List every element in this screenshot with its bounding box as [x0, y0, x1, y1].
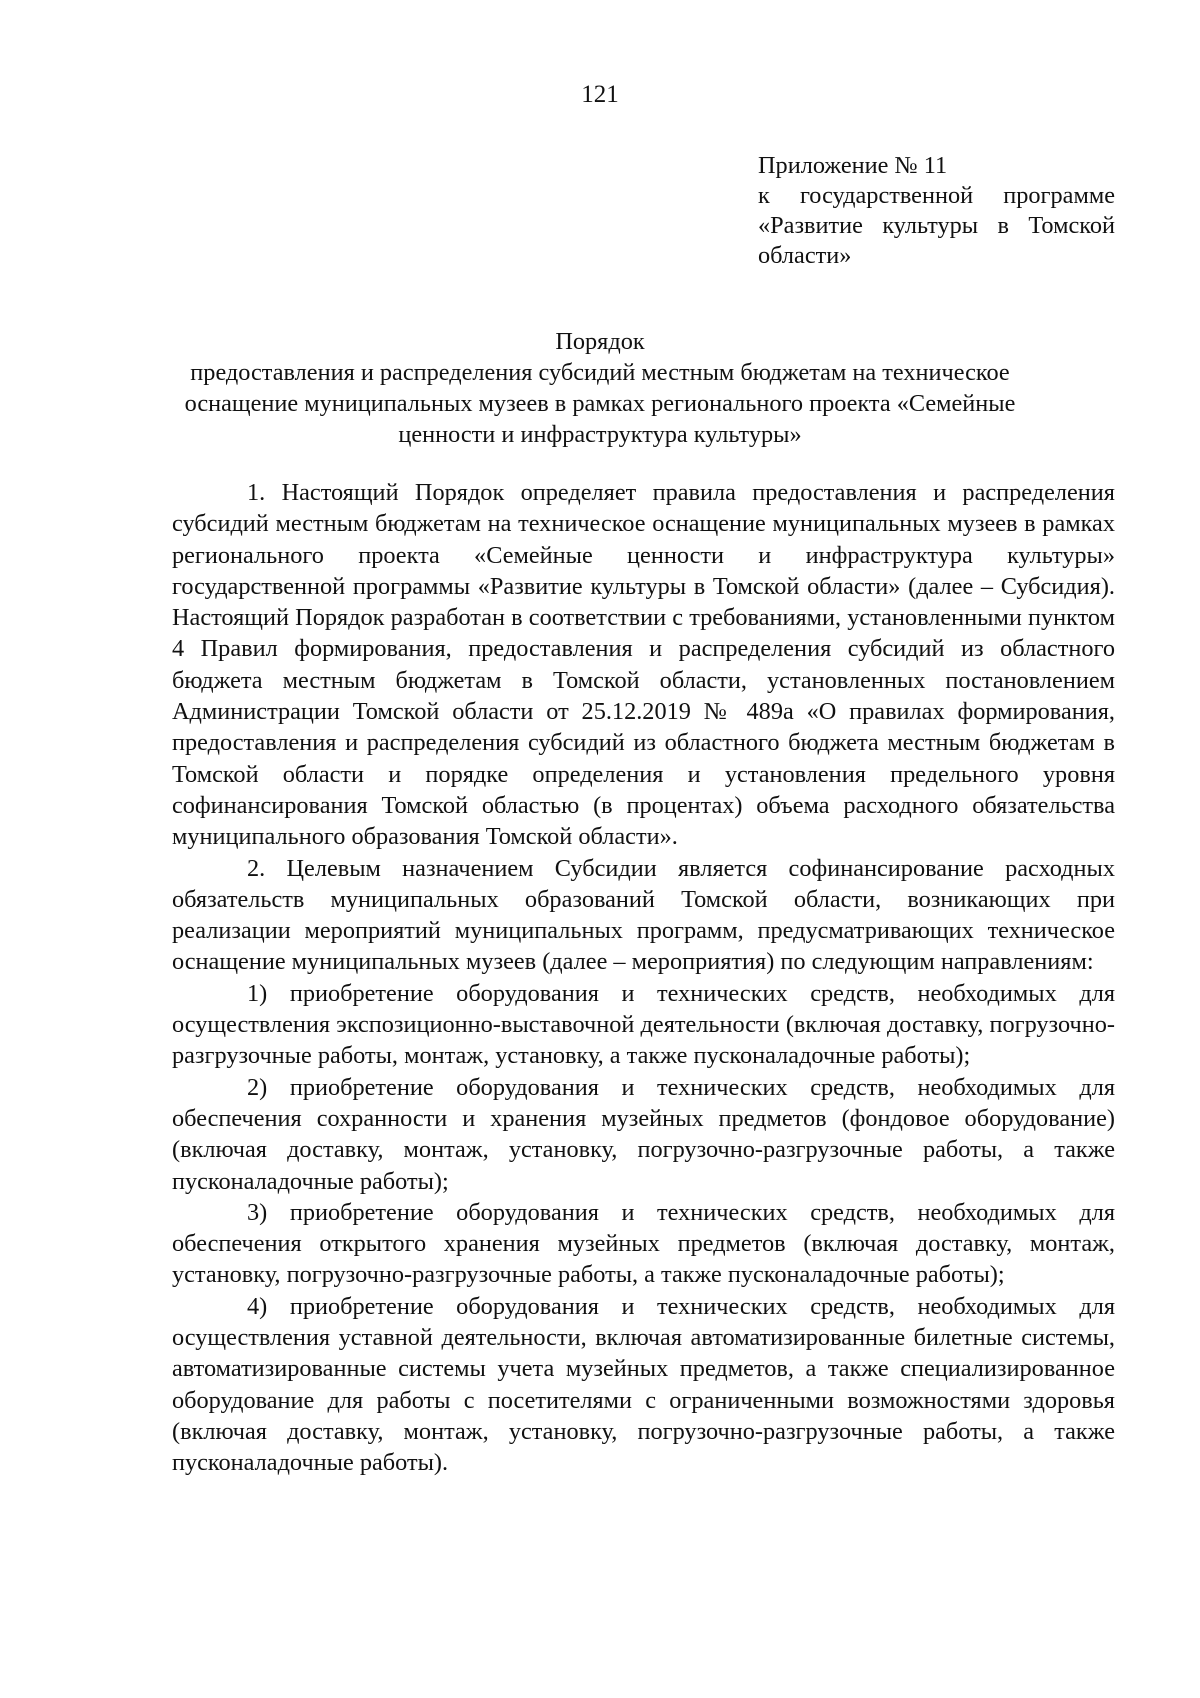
- paragraph-1: 1. Настоящий Порядок определяет правила предоставления и распределения субсидий местным бюджетам на техническое оснащение муниципальных музеев в рамках регионального проекта «Семейные ценности и инфраструктура культуры» государственной программы «Развитие культуры в Томской области» (далее – Субсидия). Настоящий Порядок разработан в соответствии с требованиями, установленными пунктом 4 Правил формирования, предоставления и распределения субсидий из областного бюджета местным бюджетам в Томской области, установленных постановлением Администрации Томской области от 25.12.2019 № 489а «О правилах формирования, предоставления и распределения субсидий из областного бюджета местным бюджетам в Томской области и порядке определения и установления предельного уровня софинансирования Томской областью (в процентах) объема расходного обязательства муниципального образования Томской области».: [172, 479, 1115, 851]
- title-subtitle-line: предоставления и распределения субсидий местным бюджетам на техническое: [190, 359, 1010, 386]
- appendix-line: области»: [758, 242, 852, 269]
- document-body: [172, 477, 1115, 1479]
- appendix-line: «Развитие культуры в Томской: [758, 212, 1115, 239]
- list-item-1: 1) приобретение оборудования и технических средств, необходимых для осуществления экспозиционно-выставочной деятельности (включая доставку, погрузочно-разгрузочные работы, монтаж, установку, а также пусконаладочные работы);: [172, 979, 1115, 1070]
- appendix-header: [758, 151, 1115, 271]
- list-item-3: 3) приобретение оборудования и технических средств, необходимых для обеспечения открытого хранения музейных предметов (включая доставку, монтаж, установку, погрузочно-разгрузочные работы, а также пусконаладочные работы);: [172, 1198, 1115, 1289]
- title-heading: Порядок: [555, 328, 645, 355]
- list-item-2: 2) приобретение оборудования и технических средств, необходимых для обеспечения сохранности и хранения музейных предметов (фондовое оборудование) (включая доставку, монтаж, установку, погрузочно-разгрузочные работы, а также пусконаладочные работы);: [172, 1073, 1115, 1195]
- document-title: [150, 326, 1050, 450]
- page-number: 121: [581, 81, 619, 108]
- title-subtitle-line: ценности и инфраструктура культуры»: [398, 421, 802, 448]
- paragraph-2: 2. Целевым назначением Субсидии является софинансирование расходных обязательств муниципальных образований Томской области, возникающих при реализации мероприятий муниципальных программ, предусматривающих техническое оснащение муниципальных музеев (далее – мероприятия) по следующим направлениям:: [172, 854, 1115, 976]
- appendix-line: Приложение № 11: [758, 152, 948, 179]
- list-item-4: 4) приобретение оборудования и технических средств, необходимых для осуществления уставной деятельности, включая автоматизированные билетные системы, автоматизированные системы учета музейных предметов, а также специализированное оборудование для работы с посетителями с ограниченными возможностями здоровья (включая доставку, монтаж, установку, погрузочно-разгрузочные работы, а также пусконаладочные работы).: [172, 1292, 1115, 1477]
- title-subtitle-line: оснащение муниципальных музеев в рамках регионального проекта «Семейные: [184, 390, 1016, 417]
- appendix-line: к государственной программе: [758, 182, 1115, 209]
